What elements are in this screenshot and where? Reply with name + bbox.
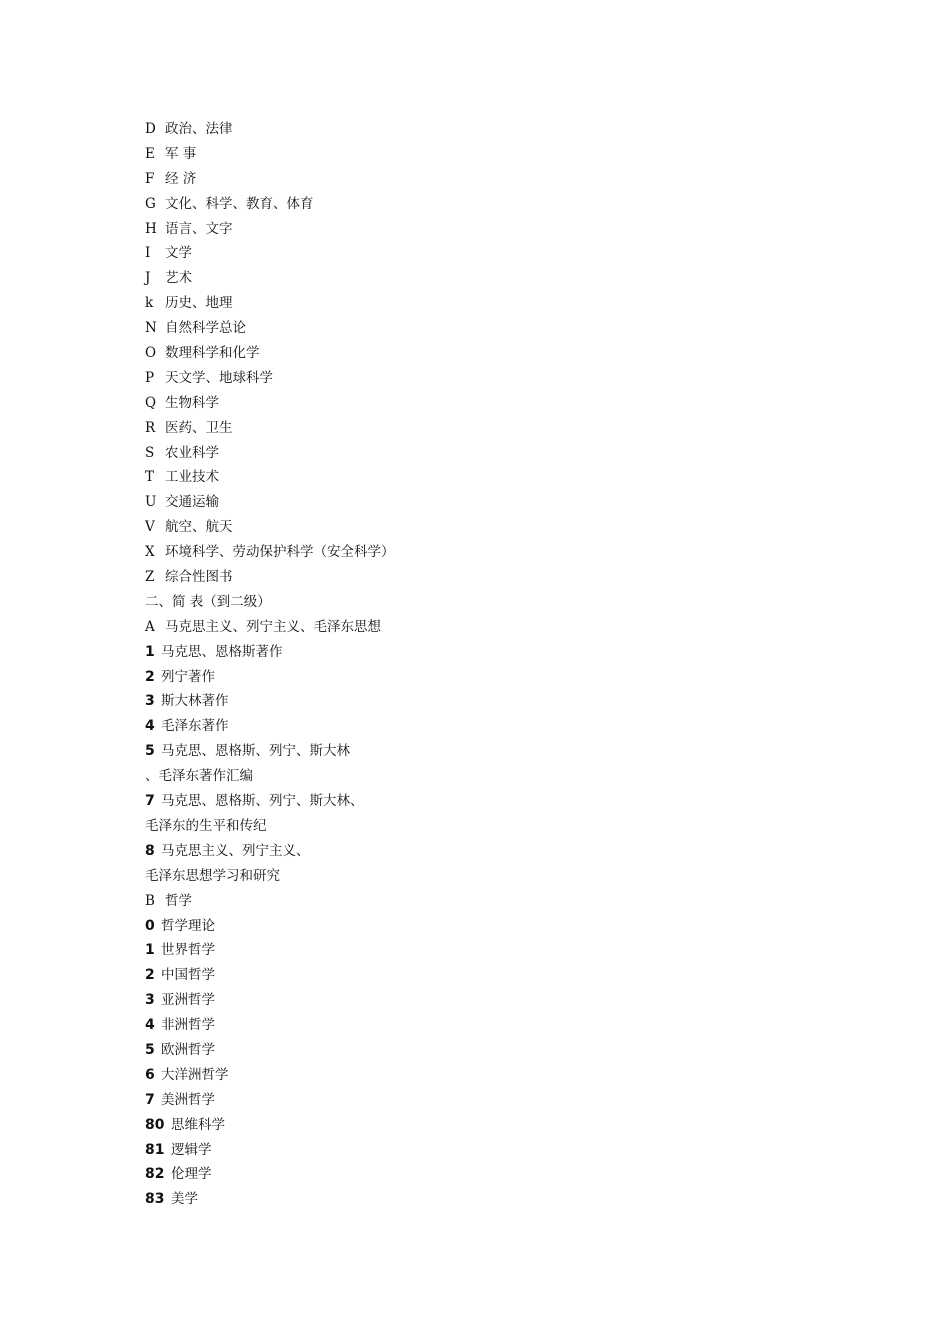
class-title: 政治、法律 <box>165 121 233 137</box>
subclass-code: 1 <box>145 643 155 660</box>
class-entry <box>145 391 865 416</box>
subclass-entry <box>145 963 865 988</box>
subclass-entry <box>145 640 865 665</box>
class-code: k <box>145 295 154 312</box>
subclass-title: 美学 <box>171 1191 198 1208</box>
class-entry <box>145 416 865 441</box>
class-code: U <box>145 494 157 511</box>
class-entry <box>145 142 865 167</box>
subclass-entry <box>145 914 865 939</box>
subclass-entry <box>145 689 865 714</box>
class-entry <box>145 366 865 391</box>
class-entry <box>145 266 865 291</box>
subclass-title: 列宁著作 <box>161 668 215 685</box>
class-entry <box>145 117 865 142</box>
section-heading: 二、简 表（到二级） <box>145 593 271 610</box>
class-code: X <box>145 544 155 561</box>
subclass-entry <box>145 1138 865 1163</box>
class-entry <box>145 341 865 366</box>
subclass-code: 82 <box>145 1166 165 1183</box>
subclass-entry <box>145 1038 865 1063</box>
subclass-code: 5 <box>145 743 155 760</box>
subclass-code: 1 <box>145 942 155 959</box>
subclass-code: 8 <box>145 842 155 859</box>
subclass-entry <box>145 1187 865 1212</box>
class-title: 数理科学和化学 <box>165 345 260 362</box>
subclass-entry <box>145 1088 865 1113</box>
subclass-code: 7 <box>145 1091 155 1108</box>
subclass-entry <box>145 938 865 963</box>
subclass-code: 2 <box>145 668 155 685</box>
subclass-code: 4 <box>145 1017 155 1034</box>
class-title: 马克思主义、列宁主义、毛泽东思想 <box>165 618 381 635</box>
class-entry <box>145 540 865 565</box>
subclass-continuation: 、毛泽东著作汇编 <box>145 768 253 785</box>
subclass-entry <box>145 1013 865 1038</box>
class-code: G <box>145 195 156 212</box>
class-entry <box>145 167 865 192</box>
class-code: J <box>145 270 151 287</box>
class-code: B <box>145 892 155 909</box>
class-entry <box>145 316 865 341</box>
class-code: D <box>145 121 156 137</box>
subclass-title: 思维科学 <box>171 1116 225 1133</box>
subclass-code: 2 <box>145 967 155 984</box>
class-title: 文化、科学、教育、体育 <box>165 195 314 212</box>
class-entry <box>145 441 865 466</box>
subclass-code: 3 <box>145 693 155 710</box>
subclass-continuation: 毛泽东思想学习和研究 <box>145 867 280 884</box>
class-title: 综合性图书 <box>165 569 233 586</box>
subclass-code: 6 <box>145 1066 155 1083</box>
class-title: 历史、地理 <box>165 295 233 312</box>
subclass-title: 马克思、恩格斯著作 <box>161 643 283 660</box>
subclass-title: 非洲哲学 <box>161 1017 215 1034</box>
subclass-code: 80 <box>145 1116 165 1133</box>
subclass-title: 亚洲哲学 <box>161 992 215 1009</box>
class-b-entry <box>145 889 865 914</box>
class-title: 哲学 <box>165 892 192 909</box>
class-title: 农业科学 <box>165 444 219 461</box>
subclass-code: 3 <box>145 992 155 1009</box>
class-entry <box>145 291 865 316</box>
subclass-title: 马克思、恩格斯、列宁、斯大林、 <box>161 793 364 810</box>
subclass-title: 欧洲哲学 <box>161 1041 215 1058</box>
class-title: 艺术 <box>165 270 192 287</box>
subclass-title: 世界哲学 <box>161 942 215 959</box>
class-title: 军 事 <box>165 145 197 162</box>
class-code: R <box>145 419 156 436</box>
class-entry <box>145 515 865 540</box>
subclass-title: 马克思主义、列宁主义、 <box>161 842 310 859</box>
subclass-entry <box>145 1162 865 1187</box>
class-code: T <box>145 469 155 486</box>
class-entry <box>145 192 865 217</box>
subclass-title: 美洲哲学 <box>161 1091 215 1108</box>
class-title: 交通运输 <box>165 494 219 511</box>
class-entry <box>145 217 865 242</box>
class-code: Q <box>145 394 157 411</box>
class-code: A <box>145 618 155 635</box>
class-code: V <box>145 519 155 536</box>
class-title: 医药、卫生 <box>165 419 233 436</box>
class-entry <box>145 465 865 490</box>
class-title: 语言、文字 <box>165 220 233 237</box>
subclass-title: 伦理学 <box>171 1166 212 1183</box>
document-page <box>145 117 865 1212</box>
subclass-title: 哲学理论 <box>161 917 215 934</box>
subclass-entry <box>145 988 865 1013</box>
class-code: I <box>145 245 151 262</box>
subclass-entry <box>145 739 865 764</box>
subclass-title: 斯大林著作 <box>161 693 229 710</box>
subclass-title: 马克思、恩格斯、列宁、斯大林 <box>161 743 350 760</box>
subclass-entry <box>145 839 865 864</box>
class-title: 经 济 <box>165 170 197 187</box>
class-entry <box>145 490 865 515</box>
subclass-entry <box>145 665 865 690</box>
subclass-entry <box>145 714 865 739</box>
subclass-entry <box>145 789 865 814</box>
subclass-title: 大洋洲哲学 <box>161 1066 229 1083</box>
class-title: 文学 <box>165 245 192 262</box>
class-title: 天文学、地球科学 <box>165 369 273 386</box>
subclass-entry <box>145 1113 865 1138</box>
class-code: P <box>145 369 155 386</box>
subclass-code: 83 <box>145 1191 165 1208</box>
subclass-code: 4 <box>145 718 155 735</box>
class-code: E <box>145 145 155 162</box>
subclass-title: 毛泽东著作 <box>161 718 229 735</box>
class-title: 生物科学 <box>165 394 219 411</box>
class-code: F <box>145 170 155 187</box>
class-title: 自然科学总论 <box>165 320 246 337</box>
class-a-entry <box>145 615 865 640</box>
class-code: O <box>145 345 157 362</box>
subclass-continuation: 毛泽东的生平和传纪 <box>145 817 267 834</box>
class-title: 环境科学、劳动保护科学（安全科学） <box>165 544 395 561</box>
class-entry <box>145 565 865 590</box>
subclass-code: 5 <box>145 1041 155 1058</box>
subclass-code: 81 <box>145 1141 165 1158</box>
class-entry <box>145 241 865 266</box>
class-code: S <box>145 444 155 461</box>
subclass-entry <box>145 1063 865 1088</box>
subclass-code: 7 <box>145 793 155 810</box>
class-title: 工业技术 <box>165 469 219 486</box>
class-code: H <box>145 220 157 237</box>
subclass-code: 0 <box>145 917 155 934</box>
class-code: Z <box>145 569 155 586</box>
class-title: 航空、航天 <box>165 519 233 536</box>
subclass-title: 逻辑学 <box>171 1141 212 1158</box>
class-code: N <box>145 320 157 337</box>
subclass-title: 中国哲学 <box>161 967 215 984</box>
